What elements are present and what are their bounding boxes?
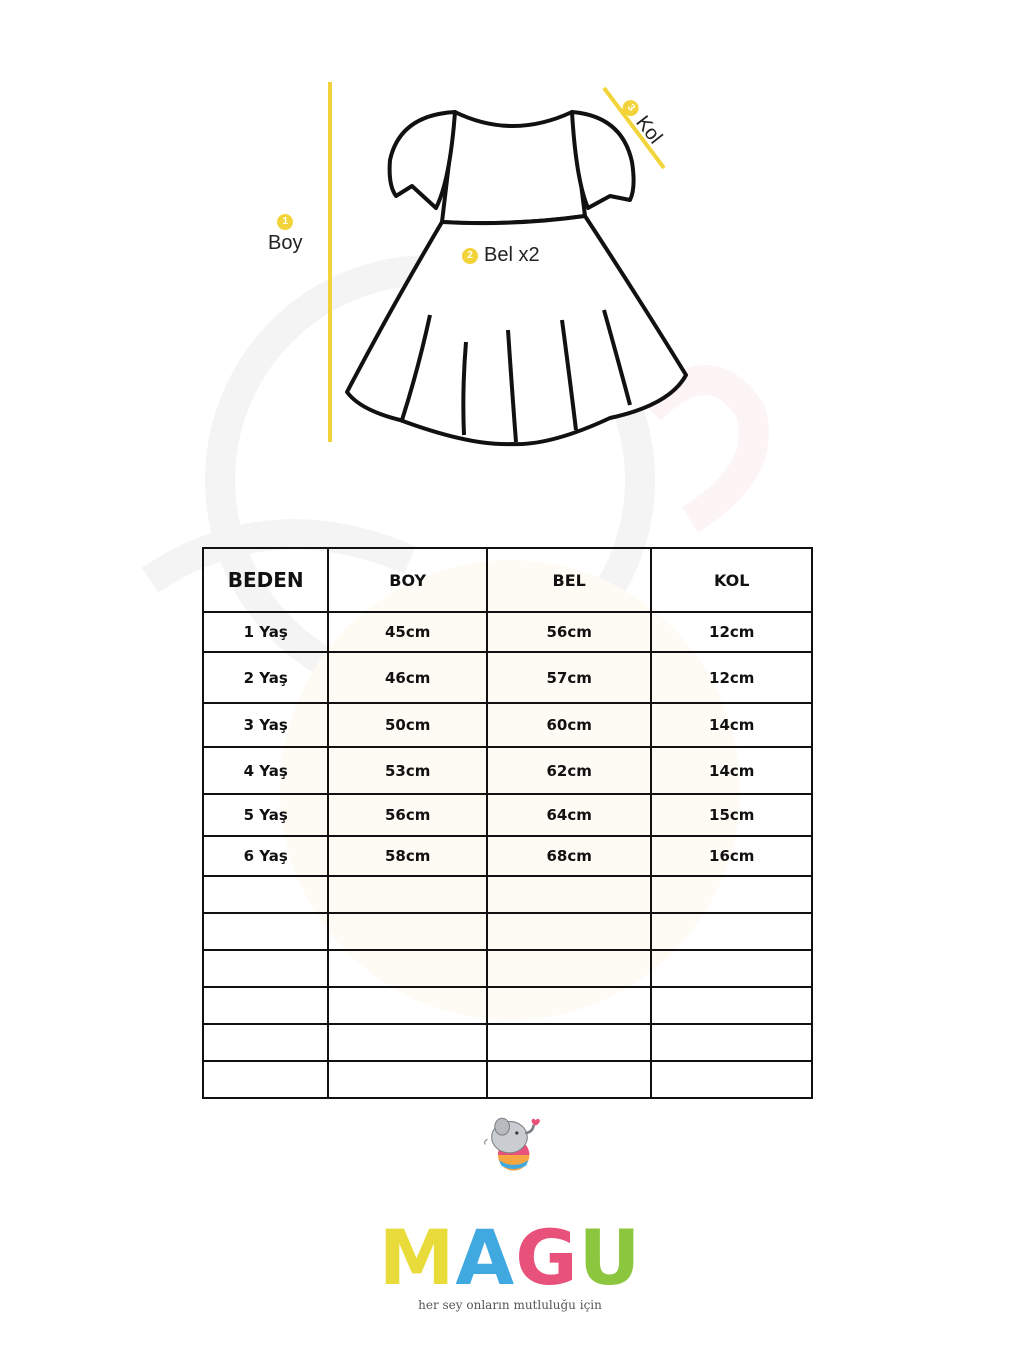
table-cell: 6 Yaş [203,836,328,876]
table-cell: 12cm [651,612,812,652]
table-cell: 56cm [328,794,487,836]
boy-label [268,214,302,255]
table-cell: 3 Yaş [203,703,328,747]
table-row-empty [203,1024,812,1061]
table-cell-empty [487,950,652,987]
table-cell: 62cm [487,747,652,794]
table-cell: 57cm [487,652,652,703]
table-row [203,794,812,836]
brand-letter-a: A [455,1213,516,1302]
table-row [203,652,812,703]
bel-label [462,244,540,267]
table-cell: 12cm [651,652,812,703]
table-cell-empty [328,987,487,1024]
table-cell: 56cm [487,612,652,652]
table-cell-empty [651,876,812,913]
table-row-empty [203,1061,812,1098]
table-cell-empty [203,987,328,1024]
table-cell: 64cm [487,794,652,836]
table-cell-empty [487,1061,652,1098]
dress-bodice [442,112,585,223]
brand-letter-m: M [378,1213,456,1302]
table-cell-empty [328,913,487,950]
table-cell: 14cm [651,747,812,794]
kol-number-badge: 3 [620,97,642,119]
header-kol: KOL [651,548,812,612]
table-cell-empty [487,876,652,913]
table-cell-empty [651,913,812,950]
table-cell: 2 Yaş [203,652,328,703]
table-body [203,612,812,1098]
table-cell-empty [487,987,652,1024]
kol-label-text: Kol [631,111,667,149]
table-row-empty [203,876,812,913]
table-row-empty [203,950,812,987]
table-cell-empty [487,913,652,950]
table-cell: 15cm [651,794,812,836]
table-cell-empty [203,1061,328,1098]
bel-label-text: Bel x2 [484,244,540,266]
table-cell-empty [328,876,487,913]
table-cell: 4 Yaş [203,747,328,794]
brand-tagline: her sey onların mutluluğu için [418,1298,602,1312]
table-cell: 68cm [487,836,652,876]
boy-number-badge: 1 [277,214,293,230]
header-boy: BOY [328,548,487,612]
magu-elephant-logo-icon [405,1112,615,1222]
brand-wordmark [378,1213,642,1302]
table-cell: 50cm [328,703,487,747]
table-cell: 14cm [651,703,812,747]
brand-letter-u: U [578,1213,642,1302]
table-row [203,747,812,794]
table-cell-empty [651,950,812,987]
dress-right-sleeve [572,112,634,208]
table-cell: 5 Yaş [203,794,328,836]
table-cell-empty [328,1061,487,1098]
header-bel: BEL [487,548,652,612]
table-cell-empty [487,1024,652,1061]
bel-number-badge: 2 [462,248,478,264]
table-cell: 58cm [328,836,487,876]
header-beden: BEDEN [203,548,328,612]
table-cell-empty [203,950,328,987]
table-cell: 1 Yaş [203,612,328,652]
table-cell: 46cm [328,652,487,703]
brand-letter-g: G [515,1213,579,1302]
table-row-empty [203,987,812,1024]
table-cell-empty [651,987,812,1024]
table-cell-empty [651,1024,812,1061]
table-cell-empty [203,876,328,913]
table-cell-empty [328,950,487,987]
table-cell: 53cm [328,747,487,794]
table-row [203,703,812,747]
table-cell-empty [651,1061,812,1098]
table-row [203,612,812,652]
table-cell: 16cm [651,836,812,876]
table-row [203,836,812,876]
boy-label-text: Boy [268,232,303,254]
table-cell: 60cm [487,703,652,747]
table-row-empty [203,913,812,950]
table-cell-empty [328,1024,487,1061]
size-chart-table [202,547,813,1099]
table-cell-empty [203,1024,328,1061]
table-cell: 45cm [328,612,487,652]
table-cell-empty [203,913,328,950]
table-header-row [203,548,812,612]
